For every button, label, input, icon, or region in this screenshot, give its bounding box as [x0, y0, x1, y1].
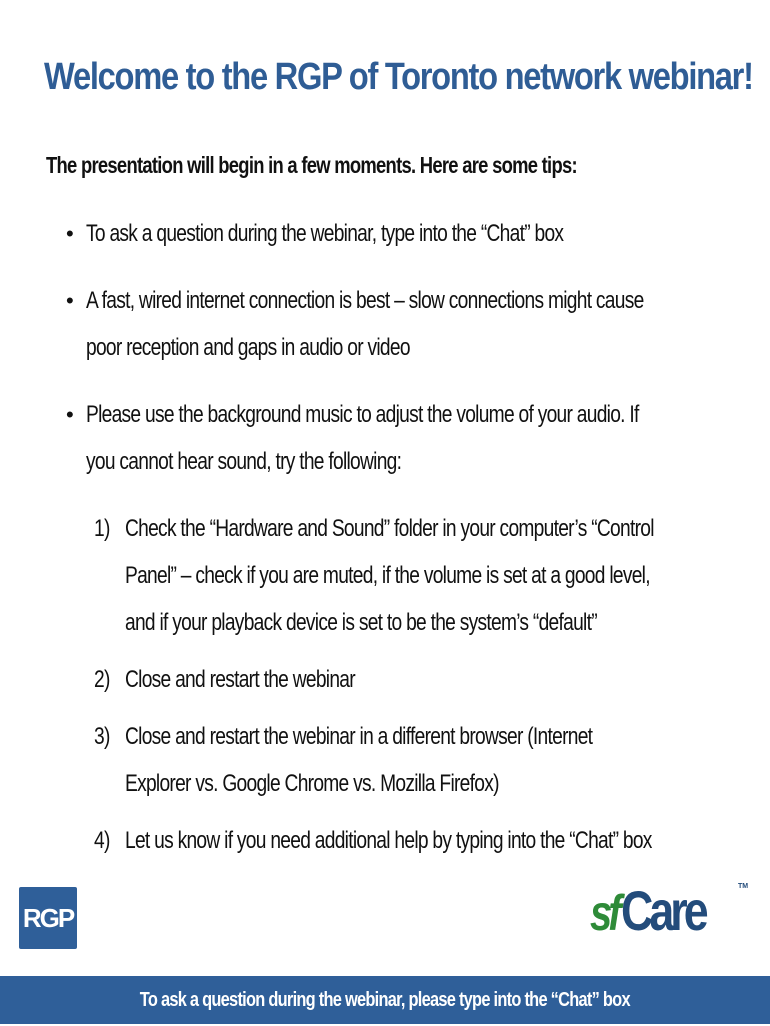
step-line: Check the “Hardware and Sound” folder in your computer’s “Control [125, 515, 654, 542]
step-item [94, 713, 754, 807]
tip-item [58, 391, 748, 485]
intro-text: The presentation will begin in a few moments. Here are some tips: [46, 152, 577, 178]
tip-line: you cannot hear sound, try the following: [86, 448, 402, 475]
footer-text: To ask a question during the webinar, please type into the “Chat” box [139, 989, 631, 1011]
step-text [125, 656, 628, 703]
tip-text [86, 277, 644, 371]
footer-banner [0, 976, 770, 1024]
tip-line: poor reception and gaps in audio or video [86, 334, 410, 361]
step-item [94, 505, 754, 646]
tips-list [58, 210, 748, 505]
trademark-mark: TM [738, 883, 749, 890]
step-number: 4) [94, 827, 110, 854]
step-line: Close and restart the webinar [125, 666, 355, 693]
tip-text [86, 391, 639, 485]
step-text [125, 505, 654, 646]
step-number: 3) [94, 723, 110, 750]
step-line: and if your playback device is set to be the system’s “default” [125, 609, 597, 636]
step-item [94, 656, 754, 703]
step-number: 1) [94, 515, 110, 542]
sfcare-prefix: sf [590, 885, 618, 941]
sfcare-logo-icon [590, 870, 750, 952]
step-text [125, 817, 652, 864]
rgp-logo-icon: RGP [19, 887, 77, 949]
tip-line: • To ask a question during the webinar, type into the “Chat” box [86, 220, 564, 247]
sfcare-suffix: Care [620, 879, 705, 942]
page-title: Welcome to the RGP of Toronto network webinar! [44, 56, 753, 98]
step-line: Close and restart the webinar in a different browser (Internet [125, 723, 593, 750]
tip-line: • A fast, wired internet connection is best – slow connections might cause [86, 287, 644, 314]
tip-text [86, 210, 616, 257]
step-number: 2) [94, 666, 110, 693]
step-line: Explorer vs. Google Chrome vs. Mozilla Firefox) [125, 770, 499, 797]
troubleshooting-steps [94, 505, 754, 874]
step-line: Panel” – check if you are muted, if the volume is set at a good level, [125, 562, 650, 589]
step-line: Let us know if you need additional help by typing into the “Chat” box [125, 827, 652, 854]
step-text [125, 713, 628, 807]
tip-line: • Please use the background music to adjust the volume of your audio. If [86, 401, 639, 428]
step-item [94, 817, 754, 864]
tip-item [58, 277, 748, 371]
tip-item [58, 210, 748, 257]
